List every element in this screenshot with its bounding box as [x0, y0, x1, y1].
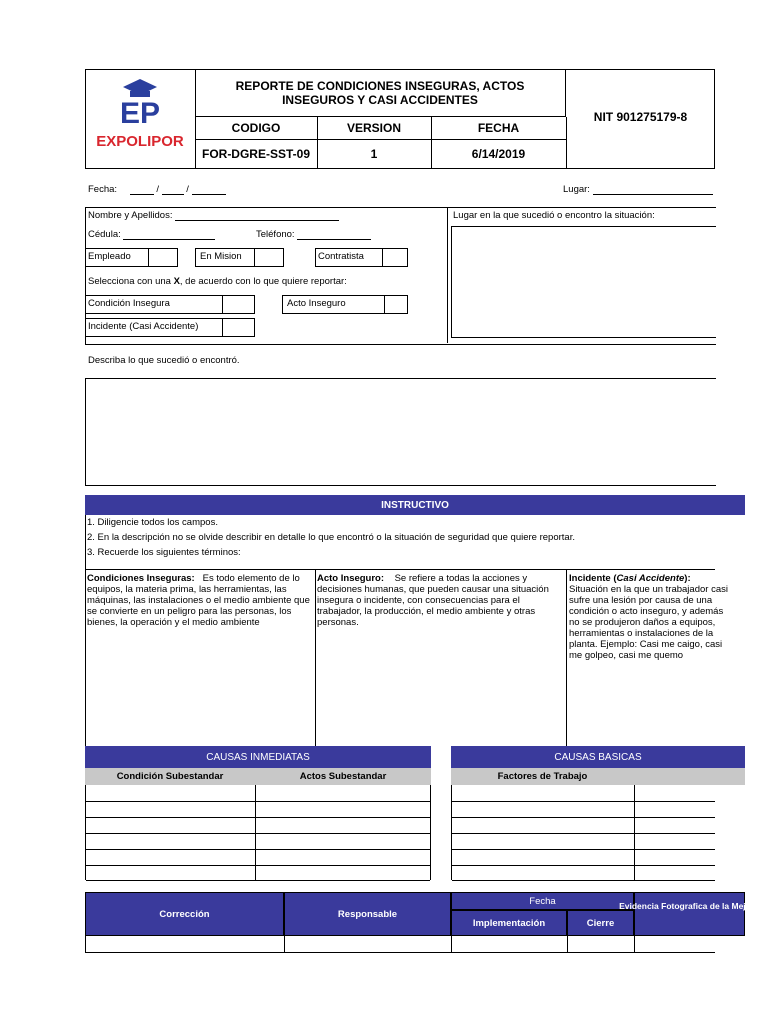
telefono-row [256, 229, 371, 240]
telefono-label: Teléfono: [256, 229, 295, 240]
acto-inseguro-checkbox[interactable] [384, 295, 408, 314]
fecha-label-text: Fecha: [88, 184, 118, 195]
evidencia-header: Evidencia Fotografica de la Mejora [634, 892, 745, 936]
table-row[interactable] [452, 833, 715, 850]
logo-mark: EP [119, 97, 161, 130]
cedula-label: Cédula: [88, 229, 121, 240]
slash-1: / [156, 184, 159, 195]
table-row[interactable] [86, 801, 430, 818]
implementacion-header: Implementación [451, 910, 567, 936]
table-row[interactable] [86, 865, 430, 881]
condicion-insegura-checkbox[interactable] [222, 295, 255, 314]
empleado-checkbox[interactable] [148, 248, 178, 267]
term-incidente: Incidente (Casi Accidente): Situación en la que un trabajador casi sufre una lesión por causa de una condición o acto inseguro, y además no se produjeron daños a equipos, herramientas o instalaciones de la planta. Ejemplo: Casi me caigo, casi me golpeo, casi me quemo [569, 573, 728, 661]
cedula-field[interactable] [123, 229, 215, 240]
factores-trabajo-header: Factores de Trabajo [451, 768, 634, 785]
lugar-situacion-box[interactable] [451, 226, 716, 338]
selecciona-instruction: Selecciona con una X, de acuerdo con lo que quiere reportar: [88, 276, 347, 287]
report-title: REPORTE DE CONDICIONES INSEGURAS, ACTOS INSEGUROS Y CASI ACCIDENTES [195, 69, 566, 117]
incidente-checkbox[interactable] [222, 318, 255, 337]
contratista-checkbox[interactable] [382, 248, 408, 267]
causas-basicas-header: CAUSAS BASICAS [451, 746, 745, 768]
factores-extra-header [634, 768, 745, 785]
responsable-header: Responsable [284, 892, 451, 936]
instructivo-step-3: 3. Recuerde los siguientes términos: [87, 547, 241, 558]
cedula-row [88, 229, 215, 240]
table-row[interactable] [86, 849, 430, 866]
table-row[interactable] [86, 817, 430, 834]
term-condiciones-inseguras: Condiciones Inseguras: Es todo elemento de lo equipos, la materia prima, las herramientas, las máquinas, las instalaciones o el medio ambiente que se convierte en un peligro para las personas, los bienes, la operación y el medio ambiente [87, 573, 310, 628]
correccion-input-row [85, 936, 715, 953]
describa-textarea[interactable] [85, 378, 716, 486]
table-row[interactable] [452, 785, 715, 802]
condicion-insegura-label-box: Condición Insegura [85, 295, 223, 314]
nombre-field[interactable] [175, 210, 339, 221]
company-logo [85, 69, 195, 169]
causas-basicas-grid [451, 785, 715, 880]
table-row[interactable] [452, 865, 715, 881]
logo-cell [85, 69, 196, 169]
fecha-value: 6/14/2019 [431, 139, 567, 169]
nombre-label: Nombre y Apellidos: [88, 210, 173, 221]
actos-subestandar-header: Actos Subestandar [255, 768, 431, 785]
en-mision-checkbox[interactable] [254, 248, 284, 267]
version-label: VERSION [317, 117, 432, 140]
causas-inmediatas-header: CAUSAS INMEDIATAS [85, 746, 431, 768]
nombre-row [88, 210, 339, 221]
empleado-label-box: Empleado [85, 248, 149, 267]
instructivo-header: INSTRUCTIVO [85, 495, 745, 515]
cierre-header: Cierre [567, 910, 634, 936]
nit: NIT 901275179-8 [593, 109, 688, 124]
implementacion-input[interactable] [451, 936, 568, 952]
table-row[interactable] [452, 817, 715, 834]
term-acto-inseguro: Acto Inseguro: Se refiere a todas la acciones y decisiones humanas, que pueden causar una situación insegura o incidente, con consecuencias para el trabajador, la producción, el medio ambiente y otras personas. [317, 573, 549, 628]
table-row[interactable] [452, 849, 715, 866]
lugar-label: Lugar: [563, 184, 590, 195]
lugar-field[interactable] [593, 184, 713, 195]
cierre-input[interactable] [567, 936, 635, 952]
causas-inmediatas-grid [85, 785, 431, 880]
fecha-day-field[interactable] [130, 184, 154, 195]
describa-label: Describa lo que sucedió o encontró. [88, 355, 240, 366]
table-row[interactable] [452, 801, 715, 818]
lugar-row [563, 184, 723, 195]
fecha-header: Fecha [451, 892, 634, 910]
logo-text: EXPOLIPOR [96, 133, 184, 150]
lugar-situacion-label: Lugar en la que sucedió o encontro la situación: [453, 210, 655, 221]
telefono-field[interactable] [297, 229, 371, 240]
slash-2: / [186, 184, 189, 195]
fecha-year-field[interactable] [192, 184, 226, 195]
en-mision-label-box: En Mision [195, 248, 255, 267]
correccion-input[interactable] [86, 936, 285, 952]
correccion-header: Corrección [85, 892, 284, 936]
table-row[interactable] [86, 833, 430, 850]
table-row[interactable] [86, 785, 430, 802]
fecha-row [88, 184, 308, 195]
condicion-subestandar-header: Condición Subestandar [85, 768, 255, 785]
responsable-input[interactable] [284, 936, 452, 952]
codigo-label: CODIGO [195, 117, 318, 140]
instructivo-step-2: 2. En la descripción no se olvide describir en detalle lo que encontró o la situación de seguridad que quiere reportar. [87, 532, 575, 543]
version-value: 1 [317, 139, 432, 169]
instructivo-step-1: 1. Diligencie todos los campos. [87, 517, 218, 528]
fecha-label: FECHA [431, 117, 567, 140]
incidente-label-box: Incidente (Casi Accidente) [85, 318, 223, 337]
acto-inseguro-label-box: Acto Inseguro [282, 295, 385, 314]
contratista-label-box: Contratista [315, 248, 383, 267]
fecha-month-field[interactable] [162, 184, 184, 195]
codigo-value: FOR-DGRE-SST-09 [195, 139, 318, 169]
